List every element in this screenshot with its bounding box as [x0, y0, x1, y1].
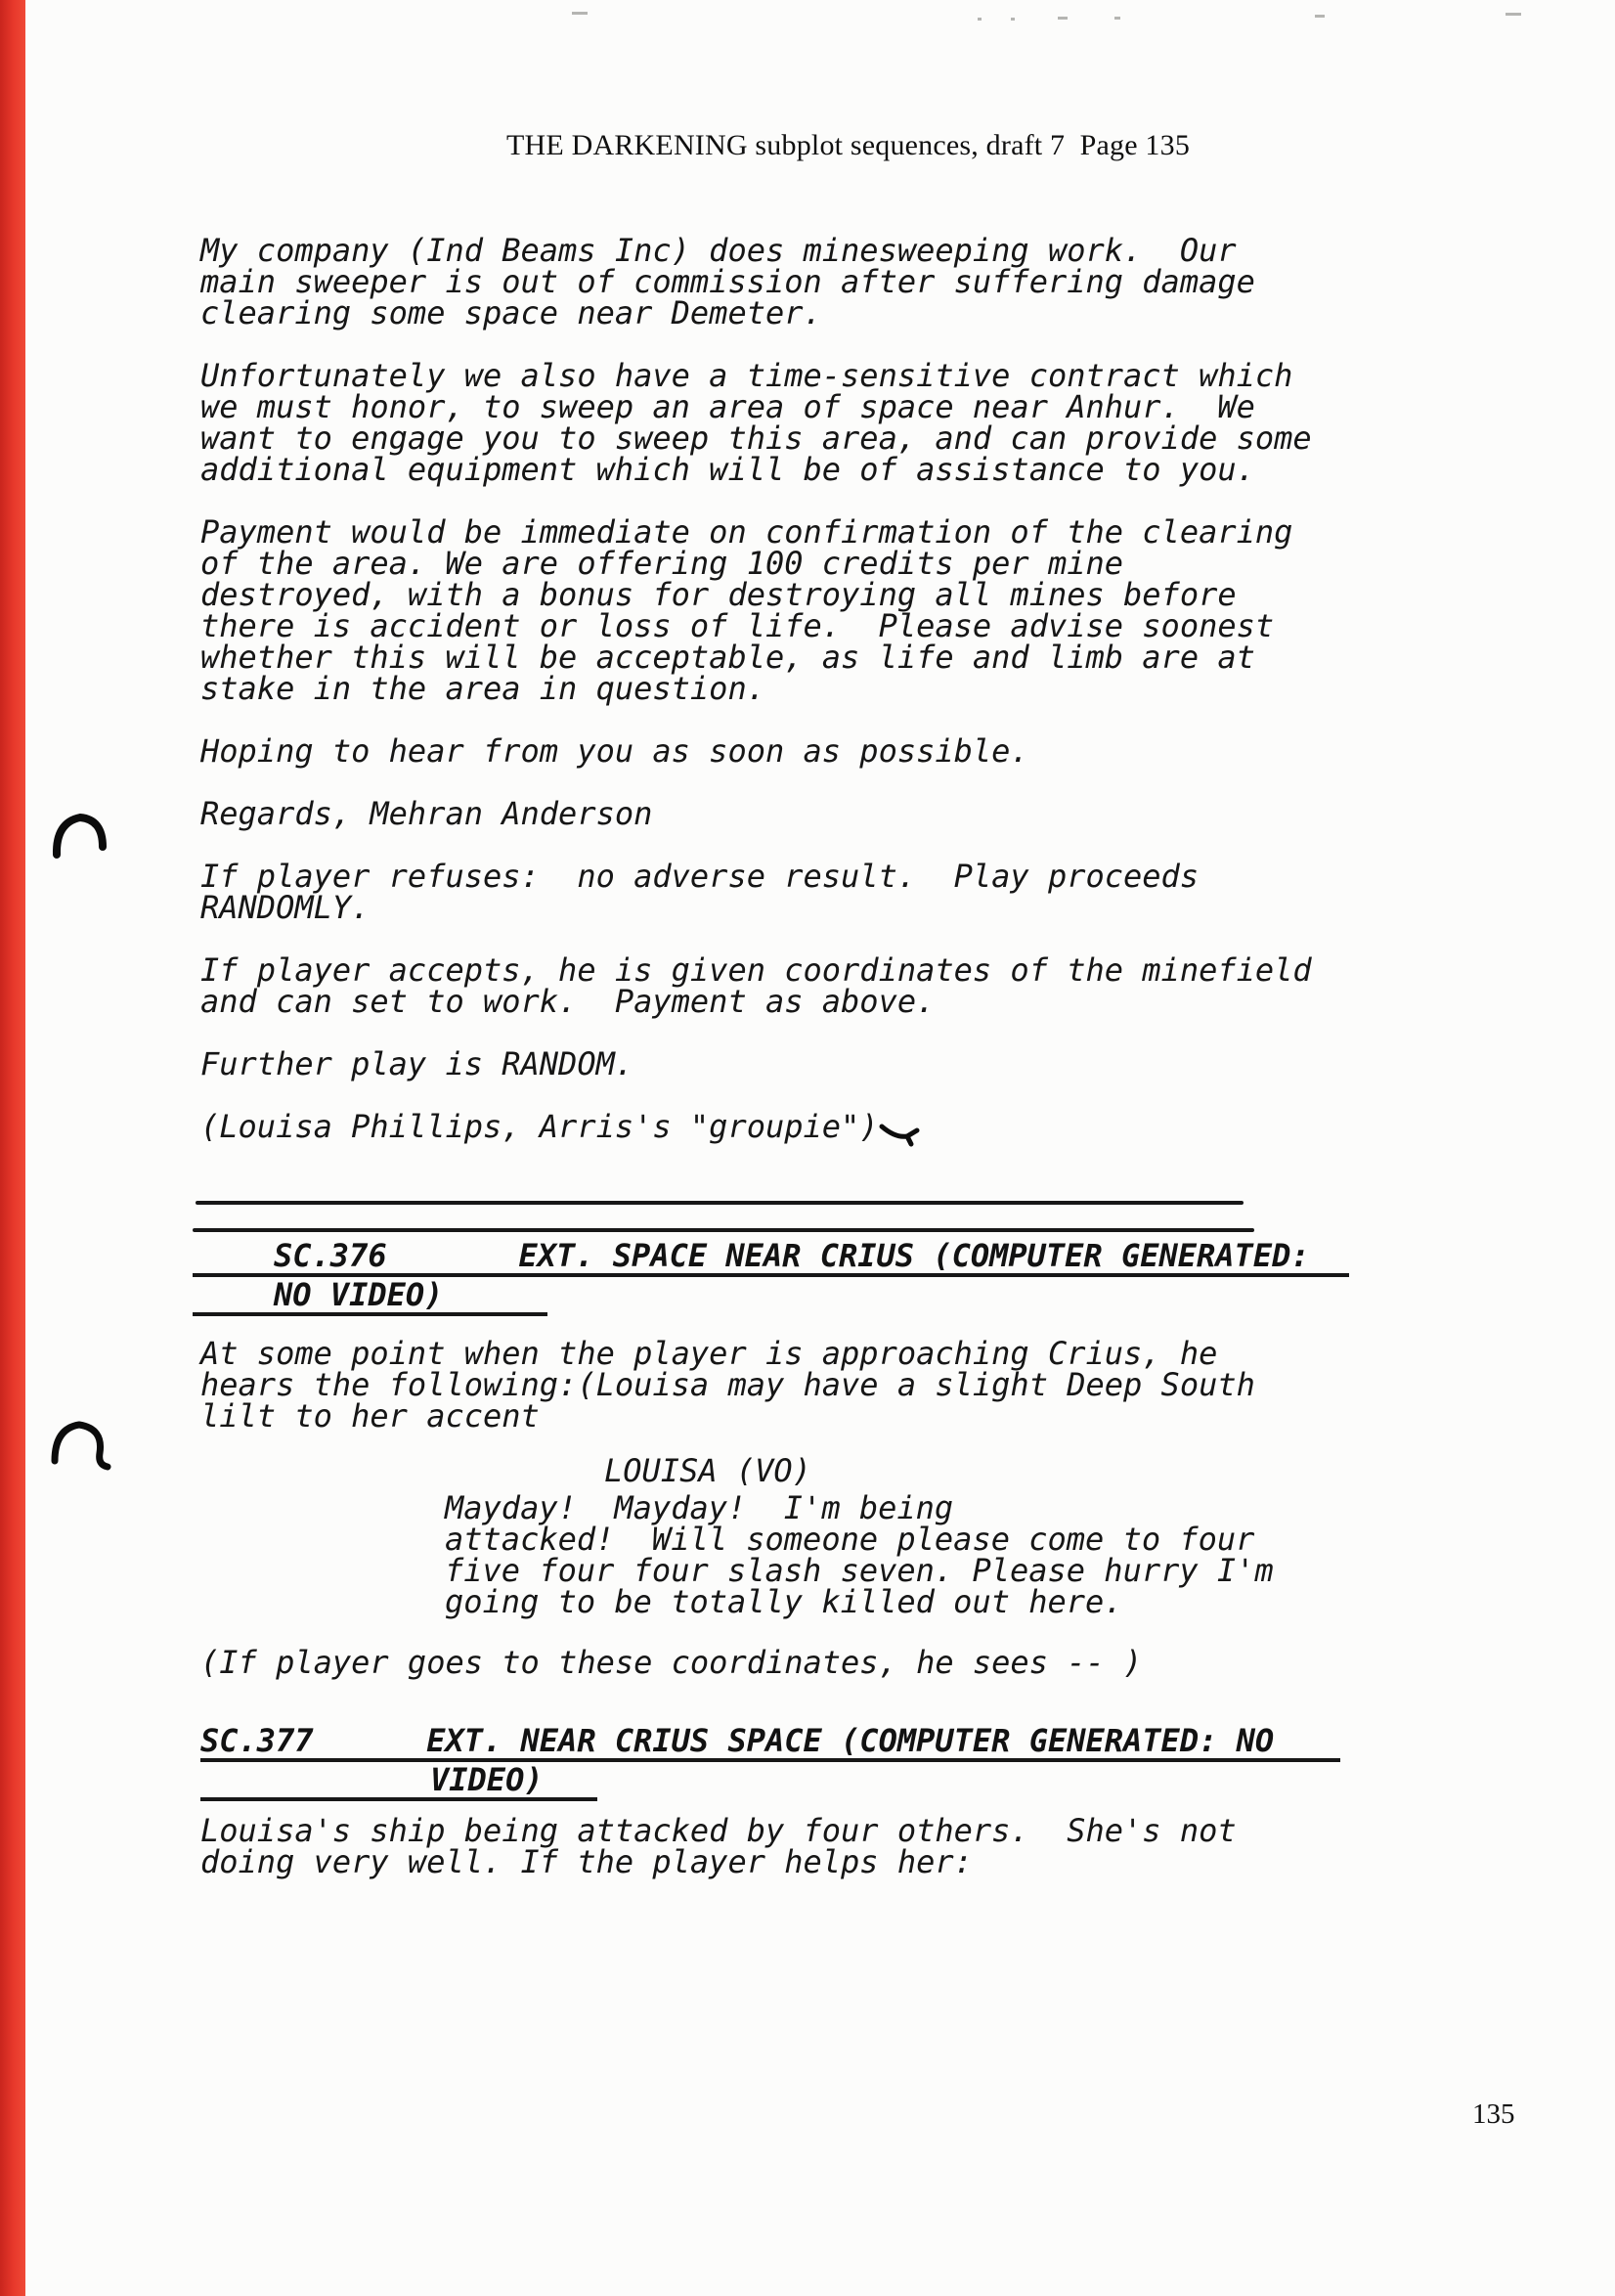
scan-speck — [1011, 18, 1015, 21]
text-line: there is accident or loss of life. Please advise soonest — [200, 607, 1275, 644]
scan-speck — [1058, 17, 1068, 20]
letter-paragraph-refuses — [200, 858, 1200, 926]
text-line: want to engage you to sweep this area, and can provide some — [200, 419, 1312, 457]
coordinates-note: (If player goes to these coordinates, he sees -- ) — [200, 1644, 1143, 1681]
letter-paragraph-2 — [200, 357, 1312, 488]
scan-speck — [572, 12, 588, 15]
text-line: we must honor, to sweep an area of space near Anhur. We — [200, 388, 1255, 425]
text-line: and can set to work. Payment as above. — [200, 983, 936, 1020]
pen-mark-tick — [878, 1113, 921, 1148]
text-line: main sweeper is out of commission after suffering damage — [200, 263, 1255, 300]
closing-paragraph — [200, 1812, 1237, 1880]
pen-mark-arc-2 — [47, 1418, 111, 1479]
dialogue-lines — [445, 1489, 1274, 1620]
scene-heading-376-line1: SC.376 EXT. SPACE NEAR CRIUS (COMPUTER GENERATED: — [193, 1238, 1349, 1277]
page-number: 135 — [1472, 2098, 1515, 2130]
letter-paragraph-accepts — [200, 951, 1312, 1020]
letter-paragraph-random: Further play is RANDOM. — [200, 1045, 634, 1082]
pen-mark-arc-1 — [49, 810, 111, 864]
text-line: Payment would be immediate on confirmation of the clearing — [200, 513, 1293, 551]
text-line: At some point when the player is approaching Crius, he — [200, 1335, 1218, 1372]
letter-paragraph-3 — [200, 513, 1293, 707]
separator-rule-top — [196, 1201, 1244, 1205]
text-line: RANDOMLY. — [200, 889, 371, 926]
text-line: five four four slash seven. Please hurry I'm — [445, 1552, 1274, 1589]
text-line: Mayday! Mayday! I'm being — [445, 1489, 954, 1526]
text-line: whether this will be acceptable, as life and limb are at — [200, 639, 1255, 676]
text-line: attacked! Will someone please come to four — [445, 1521, 1255, 1558]
scan-speck — [1506, 13, 1521, 16]
dialogue-character: LOUISA (VO) — [604, 1452, 811, 1489]
text-line: doing very well. If the player helps her: — [200, 1843, 973, 1880]
text-line: destroyed, with a bonus for destroying all mines before — [200, 576, 1237, 613]
letter-paragraph-4: Hoping to hear from you as soon as possible. — [200, 732, 1029, 770]
text-line: of the area. We are offering 100 credits per mine — [200, 545, 1124, 582]
text-line: If player refuses: no adverse result. Play proceeds — [200, 858, 1200, 895]
text-line: My company (Ind Beams Inc) does minesweeping work. Our — [200, 232, 1237, 269]
scan-speck — [978, 18, 982, 21]
letter-paragraph-1 — [200, 232, 1255, 331]
text-line: lilt to her accent — [200, 1397, 540, 1435]
text-line: clearing some space near Demeter. — [200, 294, 822, 331]
louisa-note: (Louisa Phillips, Arris's "groupie") — [200, 1108, 879, 1145]
scene-heading-377-line1: SC.377 EXT. NEAR CRIUS SPACE (COMPUTER GENERATED: NO — [200, 1723, 1340, 1762]
text-line: Unfortunately we also have a time-sensitive contract which — [200, 357, 1293, 394]
text-line: going to be totally killed out here. — [445, 1583, 1123, 1620]
letter-signature: Regards, Mehran Anderson — [200, 795, 653, 832]
text-line: hears the following:(Louisa may have a slight Deep South — [200, 1366, 1255, 1403]
scan-edge-red-stripe — [0, 0, 25, 2296]
page-header: THE DARKENING subplot sequences, draft 7 Page 135 — [506, 129, 1191, 161]
scene-heading-377-line2: VIDEO) — [200, 1762, 597, 1801]
text-line: If player accepts, he is given coordinates of the minefield — [200, 951, 1312, 989]
text-line: stake in the area in question. — [200, 670, 765, 707]
scene-heading-376-line2: NO VIDEO) — [193, 1277, 547, 1316]
text-line: Louisa's ship being attacked by four others. She's not — [200, 1812, 1237, 1849]
separator-rule-bottom — [193, 1228, 1254, 1232]
scan-speck — [1315, 15, 1325, 18]
text-line: additional equipment which will be of assistance to you. — [200, 451, 1255, 488]
scan-speck — [1114, 17, 1120, 20]
approach-paragraph — [200, 1335, 1255, 1435]
